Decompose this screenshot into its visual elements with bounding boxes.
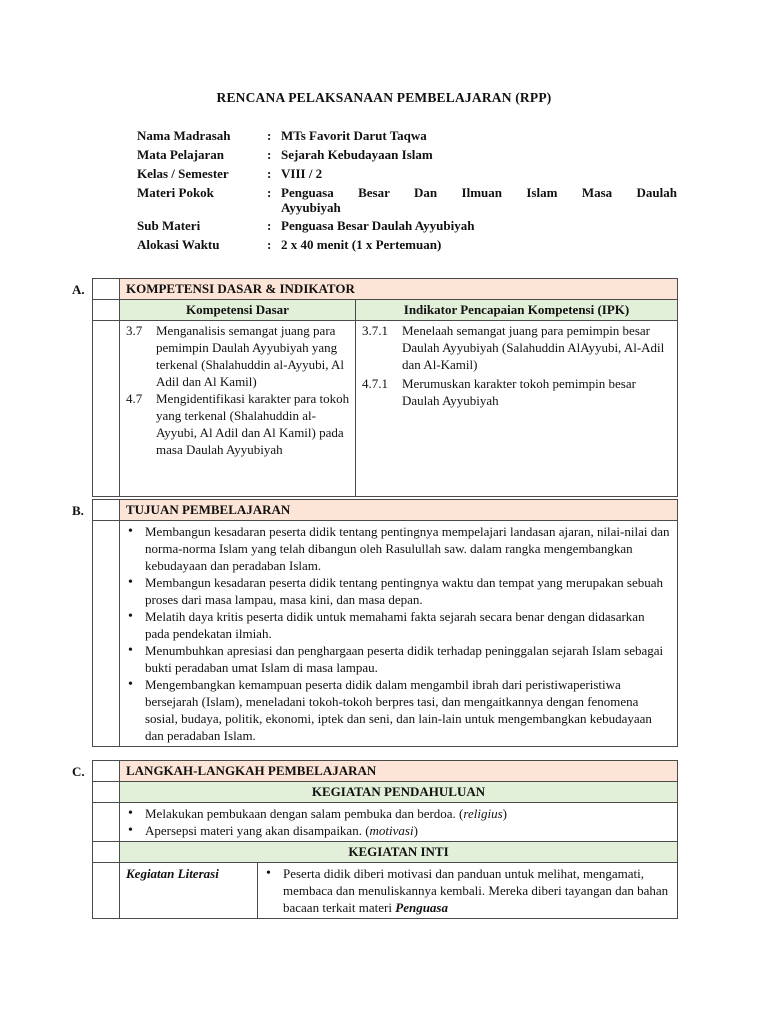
langkah-table bbox=[92, 760, 678, 919]
section-heading: KOMPETENSI DASAR & INDIKATOR bbox=[120, 279, 678, 300]
kd-list bbox=[120, 321, 355, 459]
section-tujuan bbox=[72, 499, 677, 747]
pendahuluan-list bbox=[120, 803, 677, 841]
section-kompetensi bbox=[72, 278, 677, 497]
kd-text: Menganalisis semangat juang para pemimpin Daulah Ayyubiyah yang terkenal (Shalahuddin al-Ayyubi, Al Adil dan Al Kamil) bbox=[156, 323, 344, 389]
meta-row bbox=[137, 126, 677, 145]
table-spacer-cell bbox=[93, 321, 120, 497]
list-item bbox=[128, 805, 671, 822]
meta-row bbox=[137, 164, 677, 183]
kd-number: 4.7 bbox=[126, 391, 143, 406]
meta-separator: : bbox=[267, 237, 272, 252]
identity-block bbox=[137, 126, 677, 254]
meta-value: 2 x 40 menit (1 x Pertemuan) bbox=[281, 237, 442, 252]
ipk-text: Merumuskan karakter tokoh pemimpin besar Daulah Ayyubiyah bbox=[402, 376, 636, 408]
kd-cell bbox=[120, 321, 356, 497]
meta-label: Alokasi Waktu bbox=[137, 237, 220, 252]
section-letter: B. bbox=[72, 503, 84, 518]
meta-label: Kelas / Semester bbox=[137, 166, 229, 181]
list-item bbox=[128, 822, 671, 839]
item-tail: ) bbox=[413, 823, 418, 838]
meta-separator: : bbox=[267, 166, 272, 181]
meta-row bbox=[137, 183, 677, 202]
table-spacer-cell bbox=[93, 300, 120, 321]
meta-value-continuation: Ayyubiyah bbox=[281, 200, 341, 215]
table-spacer-cell bbox=[93, 279, 120, 300]
list-item: • Melatih daya kritis peserta didik untuk memahami fakta sejarah secara benar dengan didasarkan pada pendekatan ilmiah. bbox=[128, 608, 671, 642]
table-spacer-cell bbox=[93, 842, 120, 863]
meta-separator: : bbox=[267, 218, 272, 233]
tujuan-list bbox=[120, 521, 677, 746]
section-heading: LANGKAH-LANGKAH PEMBELAJARAN bbox=[120, 761, 678, 782]
list-item: • Menumbuhkan apresiasi dan penghargaan peserta didik terhadap peninggalan sejarah Islam sebagai bukti peradaban umat Islam di masa lampau. bbox=[128, 642, 671, 676]
section-heading: TUJUAN PEMBELAJARAN bbox=[120, 500, 678, 521]
kd-item bbox=[126, 390, 351, 458]
materi-emphasis: Penguasa bbox=[395, 900, 448, 915]
list-item: • Mengembangkan kemampuan peserta didik dalam mengambil ibrah dari peristiwaperistiwa bersejarah (Islam), meneladani tokoh-tokoh berpres tasi, dan mengaitkannya dengan fenomena sosial, budaya, politik, ekonomi, iptek dan seni, dan lain-lain untuk mengembangkan kebudayaan dan peradaban Islam. bbox=[128, 676, 671, 744]
list-item bbox=[266, 865, 671, 916]
literasi-cell bbox=[258, 863, 678, 919]
ipk-number: 3.7.1 bbox=[362, 323, 388, 338]
item-text: Melakukan pembukaan dengan salam pembuka dan berdoa. ( bbox=[145, 806, 464, 821]
ipk-number: 4.7.1 bbox=[362, 376, 388, 391]
kd-number: 3.7 bbox=[126, 323, 143, 338]
tujuan-table bbox=[92, 499, 678, 747]
list-item: • Membangun kesadaran peserta didik tentang pentingnya mempelajari landasan ajaran, nilai-nilai dan norma-norma Islam yang telah dibangun oleh Rasulullah saw. dalam rangka mengembangkan kebudayaan dan peradaban Islam. bbox=[128, 523, 671, 574]
column-header-kd: Kompetensi Dasar bbox=[120, 300, 356, 321]
table-spacer-cell bbox=[93, 803, 120, 842]
ipk-text: Menelaah semangat juang para pemimpin besar Daulah Ayyubiyah (Salahuddin AlAyyubi, Al-Adil dan Al-Kamil) bbox=[402, 323, 665, 372]
meta-separator: : bbox=[267, 128, 272, 143]
item-text: Peserta didik diberi motivasi dan panduan untuk melihat, mengamati, membaca dan menuliskannya kembali. Mereka diberi tayangan dan bahan bacaan terkait materi bbox=[283, 866, 669, 915]
meta-label: Nama Madrasah bbox=[137, 128, 231, 143]
table-spacer-cell bbox=[93, 761, 120, 782]
subsection-heading-inti: KEGIATAN INTI bbox=[120, 842, 678, 863]
meta-label: Mata Pelajaran bbox=[137, 147, 225, 162]
section-letter: A. bbox=[72, 282, 85, 297]
meta-row bbox=[137, 145, 677, 164]
kd-text: Mengidentifikasi karakter para tokoh yang terkenal (Shalahuddin al-Ayyubi, Al Adil dan Al Kamil) pada masa Daulah Ayyubiyah bbox=[156, 391, 350, 457]
section-letter: C. bbox=[72, 764, 85, 779]
ipk-item bbox=[362, 322, 673, 373]
kompetensi-table bbox=[92, 278, 678, 497]
literasi-label: Kegiatan Literasi bbox=[120, 863, 258, 919]
pendahuluan-cell bbox=[120, 803, 678, 842]
literasi-list bbox=[258, 863, 677, 918]
meta-value: Sejarah Kebudayaan Islam bbox=[281, 147, 433, 162]
subsection-heading-pendahuluan: KEGIATAN PENDAHULUAN bbox=[120, 782, 678, 803]
meta-separator: : bbox=[267, 147, 272, 162]
meta-value: Penguasa Besar Daulah Ayyubiyah bbox=[281, 218, 475, 233]
ipk-list bbox=[356, 321, 677, 410]
meta-row bbox=[137, 235, 677, 254]
table-spacer-cell bbox=[93, 782, 120, 803]
character-value: motivasi bbox=[369, 823, 414, 838]
column-header-ipk: Indikator Pencapaian Kompetensi (IPK) bbox=[356, 300, 678, 321]
character-value: religius bbox=[463, 806, 503, 821]
ipk-cell bbox=[356, 321, 678, 497]
meta-label: Sub Materi bbox=[137, 218, 201, 233]
section-langkah bbox=[72, 760, 677, 919]
kd-item bbox=[126, 322, 351, 390]
item-text: Apersepsi materi yang akan disampaikan. ( bbox=[145, 823, 370, 838]
tujuan-cell bbox=[120, 521, 678, 747]
table-spacer-cell bbox=[93, 863, 120, 919]
meta-value: Penguasa Besar Dan Ilmuan Islam Masa Daulah bbox=[281, 185, 677, 200]
table-spacer-cell bbox=[93, 521, 120, 747]
table-spacer-cell bbox=[93, 500, 120, 521]
document-title: RENCANA PELAKSANAAN PEMBELAJARAN (RPP) bbox=[216, 90, 552, 105]
meta-row bbox=[137, 216, 677, 235]
meta-separator: : bbox=[267, 185, 272, 200]
ipk-item bbox=[362, 375, 673, 409]
list-item: • Membangun kesadaran peserta didik tentang pentingnya waktu dan tempat yang merupakan sebuah proses dari masa lampau, masa kini, dan masa depan. bbox=[128, 574, 671, 608]
meta-value: MTs Favorit Darut Taqwa bbox=[281, 128, 427, 143]
item-tail: ) bbox=[502, 806, 507, 821]
meta-label: Materi Pokok bbox=[137, 185, 214, 200]
meta-value: VIII / 2 bbox=[281, 166, 323, 181]
